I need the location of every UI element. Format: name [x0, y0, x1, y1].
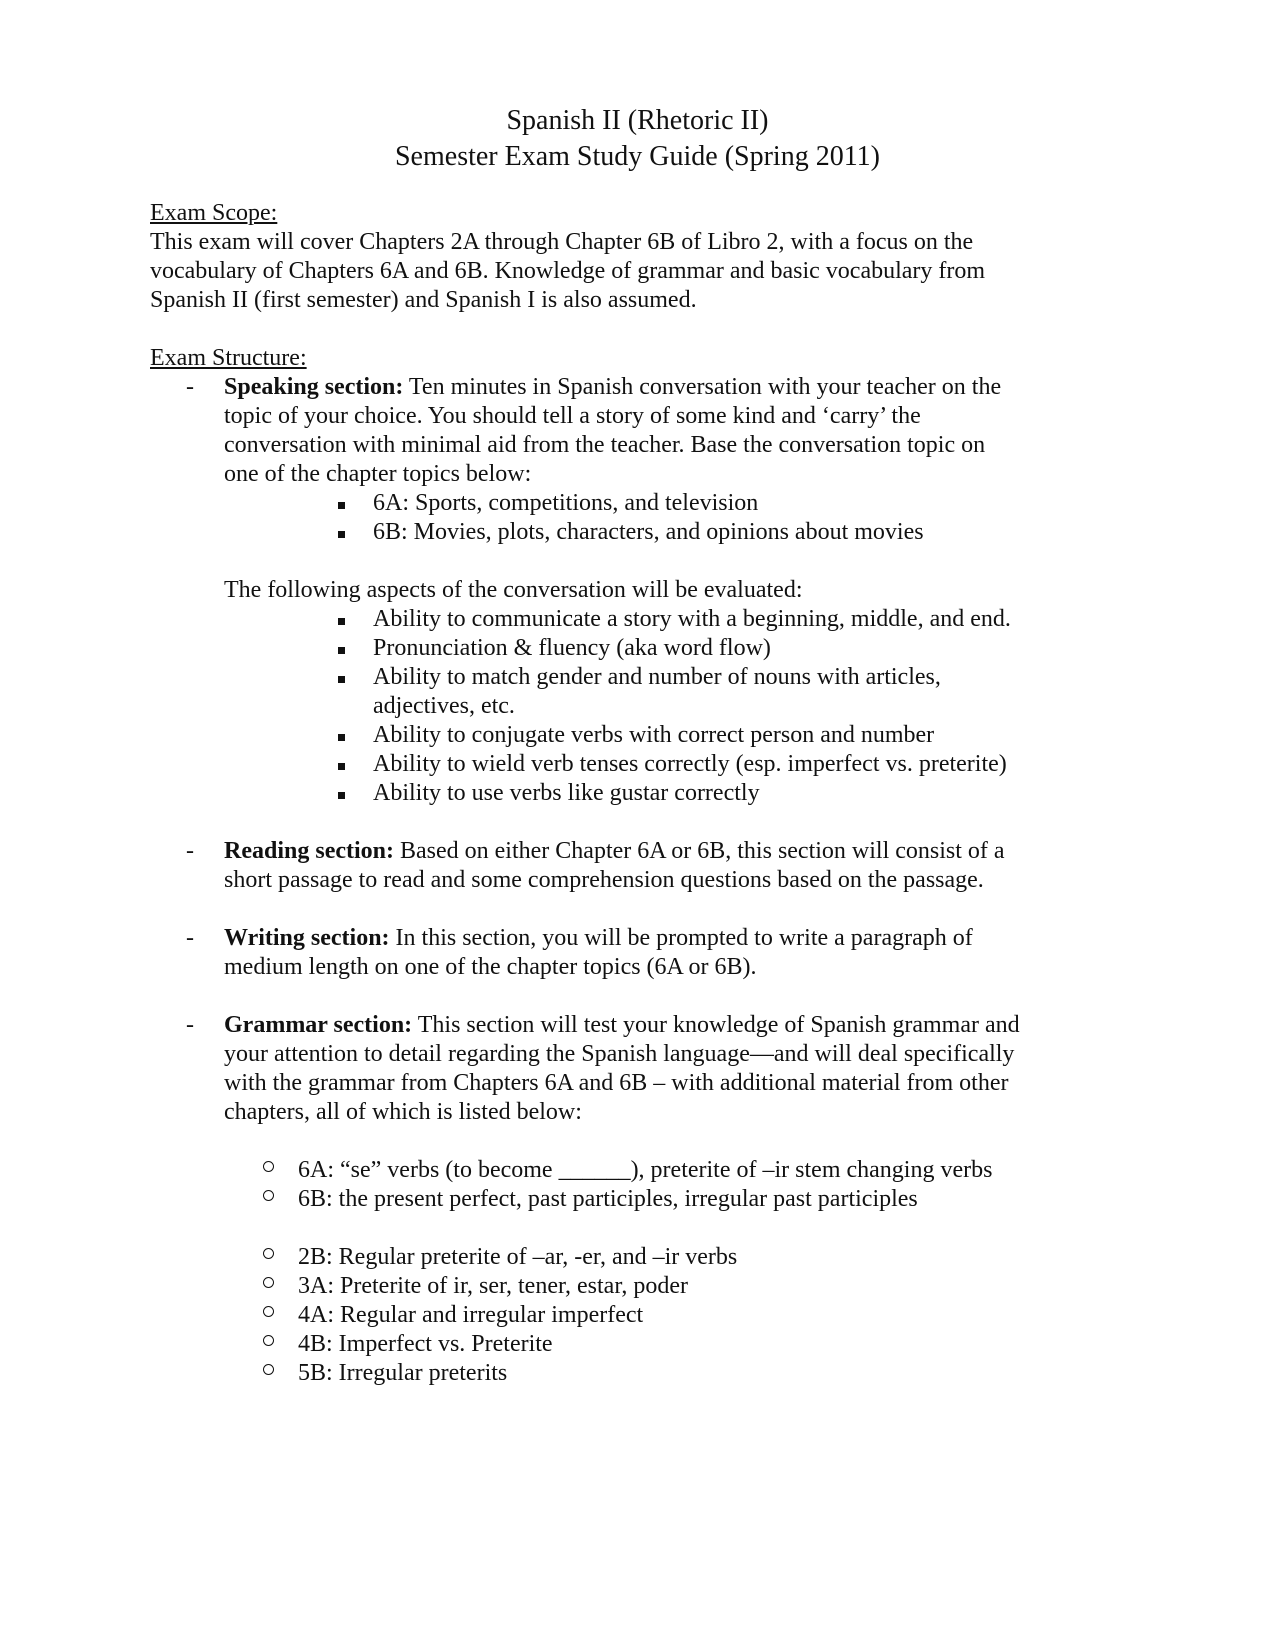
scope-line: Spanish II (first semester) and Spanish I is also assumed.	[150, 287, 697, 313]
circle-bullet-icon	[263, 1364, 274, 1375]
grammar-item: 6B: the present perfect, past participles, irregular past participles	[298, 1186, 918, 1212]
circle-bullet-icon	[263, 1190, 274, 1201]
criterion-item: Ability to wield verb tenses correctly (esp. imperfect vs. preterite)	[373, 751, 1007, 777]
review-item: 2B: Regular preterite of –ar, -er, and –ir verbs	[298, 1244, 738, 1270]
topic-item: 6A: Sports, competitions, and television	[373, 490, 759, 516]
circle-bullet-icon	[263, 1335, 274, 1346]
speaking-section-line	[224, 372, 1001, 402]
topic-item: 6B: Movies, plots, characters, and opinions about movies	[373, 519, 924, 545]
review-item: 4A: Regular and irregular imperfect	[298, 1302, 644, 1328]
grammar-section-text: This section will test your knowledge of Spanish grammar and	[412, 1012, 1020, 1038]
criterion-item: Ability to use verbs like gustar correctly	[373, 780, 760, 806]
grammar-section-label: Grammar section:	[224, 1012, 413, 1038]
square-bullet-icon	[338, 502, 345, 509]
square-bullet-icon	[338, 763, 345, 770]
evaluated-intro: The following aspects of the conversation will be evaluated:	[224, 577, 803, 603]
grammar-section-line	[224, 1010, 1020, 1040]
criterion-item: Ability to communicate a story with a beginning, middle, and end.	[373, 606, 1011, 632]
exam-structure-heading: Exam Structure:	[150, 345, 307, 371]
grammar-text-line: with the grammar from Chapters 6A and 6B – with additional material from other	[224, 1070, 1009, 1096]
grammar-item: 6A: “se” verbs (to become ______), preterite of –ir stem changing verbs	[298, 1157, 993, 1183]
writing-text-line: medium length on one of the chapter topics (6A or 6B).	[224, 954, 757, 980]
grammar-text-line: your attention to detail regarding the Spanish language—and will deal specifically	[224, 1041, 1015, 1067]
square-bullet-icon	[338, 792, 345, 799]
circle-bullet-icon	[263, 1161, 274, 1172]
criterion-item: Ability to conjugate verbs with correct person and number	[373, 722, 935, 748]
reading-section-label: Reading section:	[224, 838, 394, 864]
square-bullet-icon	[338, 618, 345, 625]
document-subtitle: Semester Exam Study Guide (Spring 2011)	[394, 141, 880, 172]
review-item: 4B: Imperfect vs. Preterite	[298, 1331, 553, 1357]
review-item: 5B: Irregular preterits	[298, 1360, 508, 1386]
speaking-section-label: Speaking section:	[224, 374, 404, 400]
dash-bullet: -	[186, 925, 194, 951]
writing-section-line	[224, 923, 973, 953]
scope-line: This exam will cover Chapters 2A through Chapter 6B of Libro 2, with a focus on the	[150, 229, 974, 255]
dash-bullet: -	[186, 838, 194, 864]
grammar-text-line: chapters, all of which is listed below:	[224, 1099, 582, 1125]
speaking-section-text: Ten minutes in Spanish conversation with your teacher on the	[403, 374, 1002, 400]
circle-bullet-icon	[263, 1306, 274, 1317]
speaking-text-line: one of the chapter topics below:	[224, 461, 532, 487]
scope-line: vocabulary of Chapters 6A and 6B. Knowledge of grammar and basic vocabulary from	[150, 258, 986, 284]
reading-section-text: Based on either Chapter 6A or 6B, this section will consist of a	[394, 838, 1005, 864]
circle-bullet-icon	[263, 1248, 274, 1259]
criterion-item: Pronunciation & fluency (aka word flow)	[373, 635, 771, 661]
speaking-text-line: topic of your choice. You should tell a story of some kind and ‘carry’ the	[224, 403, 921, 429]
speaking-text-line: conversation with minimal aid from the teacher. Base the conversation topic on	[224, 432, 986, 458]
exam-scope-heading: Exam Scope:	[150, 200, 278, 226]
writing-section-label: Writing section:	[224, 925, 390, 951]
review-item: 3A: Preterite of ir, ser, tener, estar, poder	[298, 1273, 688, 1299]
square-bullet-icon	[338, 531, 345, 538]
circle-bullet-icon	[263, 1277, 274, 1288]
square-bullet-icon	[338, 734, 345, 741]
square-bullet-icon	[338, 676, 345, 683]
reading-text-line: short passage to read and some comprehension questions based on the passage.	[224, 867, 984, 893]
dash-bullet: -	[186, 374, 194, 400]
document-title: Spanish II (Rhetoric II)	[506, 105, 769, 136]
dash-bullet: -	[186, 1012, 194, 1038]
criterion-item-continued: adjectives, etc.	[373, 693, 515, 719]
criterion-item: Ability to match gender and number of nouns with articles,	[373, 664, 941, 690]
reading-section-line	[224, 836, 1005, 866]
writing-section-text: In this section, you will be prompted to write a paragraph of	[389, 925, 973, 951]
square-bullet-icon	[338, 647, 345, 654]
